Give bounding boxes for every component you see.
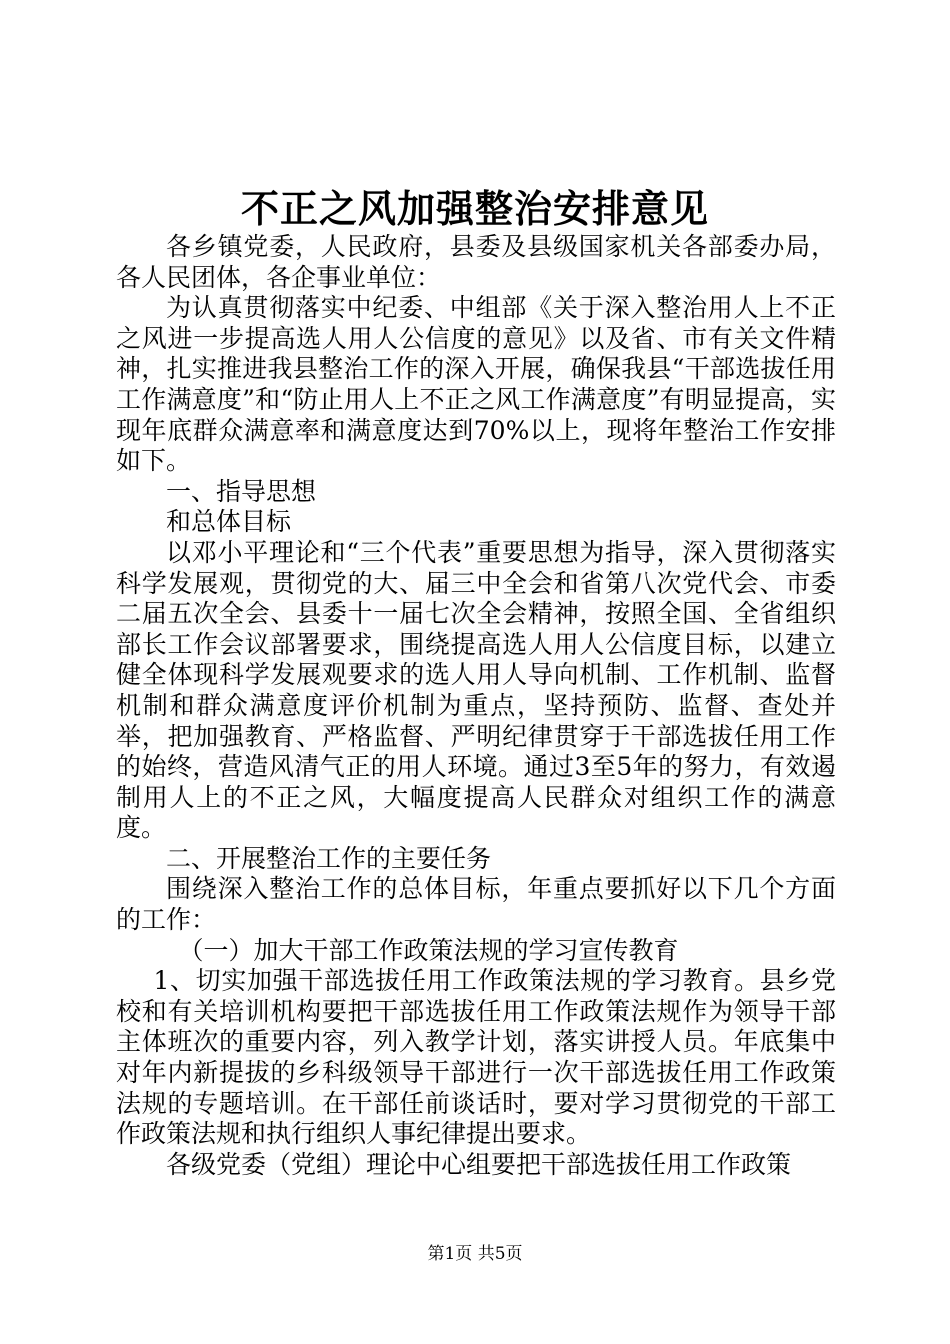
section-heading-2: 二、开展整治工作的主要任务: [166, 843, 492, 873]
guiding-principles-paragraph: 以邓小平理论和“三个代表”重要思想为指导，深入贯彻落实科学发展观，贯彻党的大、届三中全会和省第八次党代会、市委二届五次全会、县委十一届七次全会精神，按照全国、全省组织部长工作会议部署要求，围绕提高选人用人公信度目标，以建立健全体现科学发展观要求的选人用人导向机制、工作机制、监督机制和群众满意度评价机制为重点，坚持预防、监督、查处并举，把加强教育、严格监督、严明纪律贯穿于干部选拔任用工作的始终，营造风清气正的用人环境。通过3至5年的努力，有效遏制用人上的不正之风，大幅度提高人民群众对组织工作的满意度。: [116, 537, 836, 843]
section-heading-1-continued: 和总体目标: [166, 507, 292, 537]
item-1-paragraph: 1、切实加强干部选拔任用工作政策法规的学习教育。县乡党校和有关培训机构要把干部选拔任用工作政策法规作为领导干部主体班次的重要内容，列入教学计划，落实讲授人员。年底集中对年内新提拔的乡科级领导干部进行一次干部选拔任用工作政策法规的专题培训。在干部任前谈话时，要对学习贯彻党的干部工作政策法规和执行组织人事纪律提出要求。: [116, 966, 836, 1149]
section-heading-1: 一、指导思想: [166, 476, 317, 506]
intro-paragraph: 为认真贯彻落实中纪委、中组部《关于深入整治用人上不正之风进一步提高选人用人公信度的意见》以及省、市有关文件精神，扎实推进我县整治工作的深入开展，确保我县“干部选拔任用工作满意度”和“防止用人上不正之风工作满意度”有明显提高，实现年底群众满意率和满意度达到70%以上，现将年整治工作安排如下。: [116, 293, 836, 476]
document-title: 不正之风加强整治安排意见: [240, 186, 709, 231]
subsection-heading-1: （一）加大干部工作政策法规的学习宣传教育: [178, 935, 679, 965]
document-body: [116, 232, 836, 1180]
salutation-paragraph: 各乡镇党委，人民政府，县委及县级国家机关各部委办局，各人民团体，各企事业单位：: [116, 232, 836, 292]
main-tasks-intro-paragraph: 围绕深入整治工作的总体目标，年重点要抓好以下几个方面的工作：: [116, 874, 836, 935]
continuation-paragraph: 各级党委（党组）理论中心组要把干部选拔任用工作政策: [166, 1149, 792, 1179]
page-footer: 第1页 共5页: [427, 1244, 523, 1264]
